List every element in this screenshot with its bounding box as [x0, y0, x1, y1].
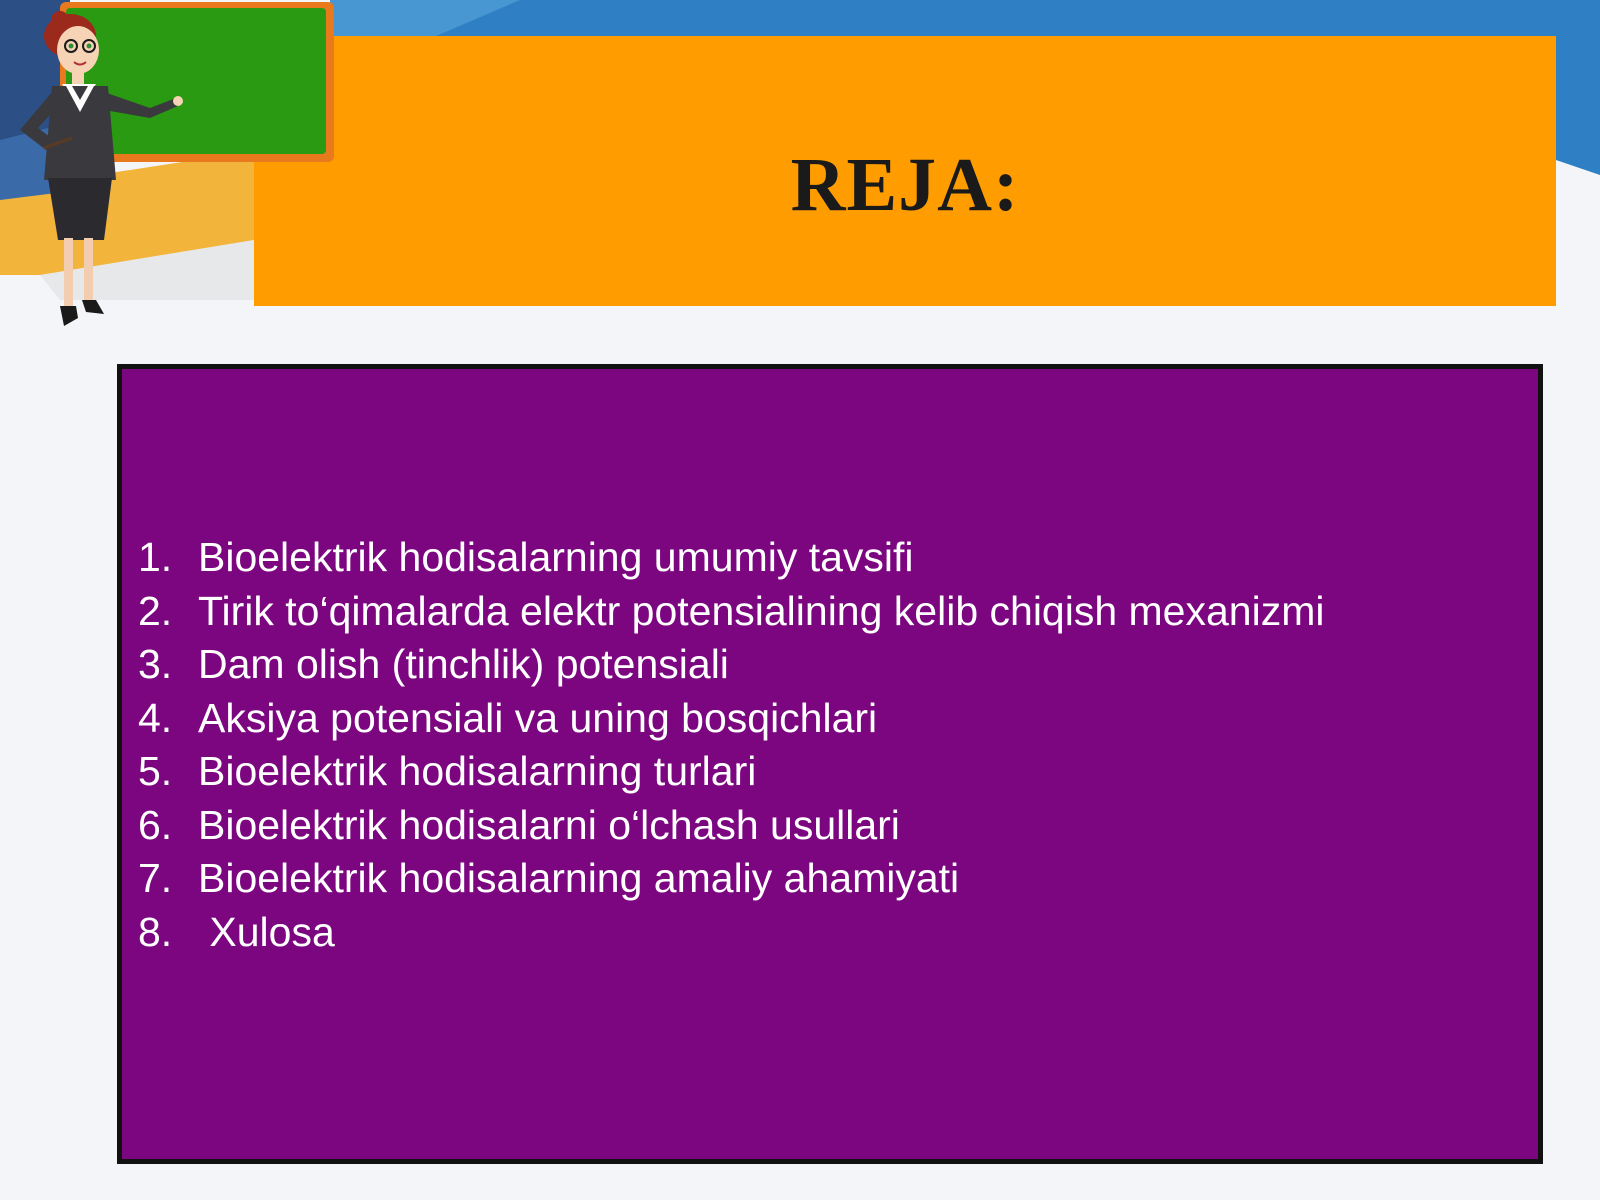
plan-item: 8. Xulosa [138, 908, 335, 955]
plan-item: 2. Tirik to‘qimalarda elektr potensialining kelib chiqish mexanizmi [138, 587, 1325, 634]
plan-item: 5. Bioelektrik hodisalarning turlari [138, 748, 757, 794]
plan-box [117, 364, 1543, 1164]
plan-item: 6. Bioelektrik hodisalarni o‘lchash usullari [138, 801, 900, 848]
title-banner [254, 36, 1556, 306]
teacher-illustration [0, 0, 200, 340]
plan-item: 7. Bioelektrik hodisalarning amaliy ahamiyati [138, 855, 960, 901]
plan-list [138, 531, 1324, 959]
slide-title: REJA: [790, 142, 1020, 227]
plan-item: 4. Aksiya potensiali va uning bosqichlari [138, 694, 878, 741]
plan-item: 1. Bioelektrik hodisalarning umumiy tavsifi [138, 534, 914, 580]
plan-item: 3. Dam olish (tinchlik) potensiali [138, 641, 729, 687]
